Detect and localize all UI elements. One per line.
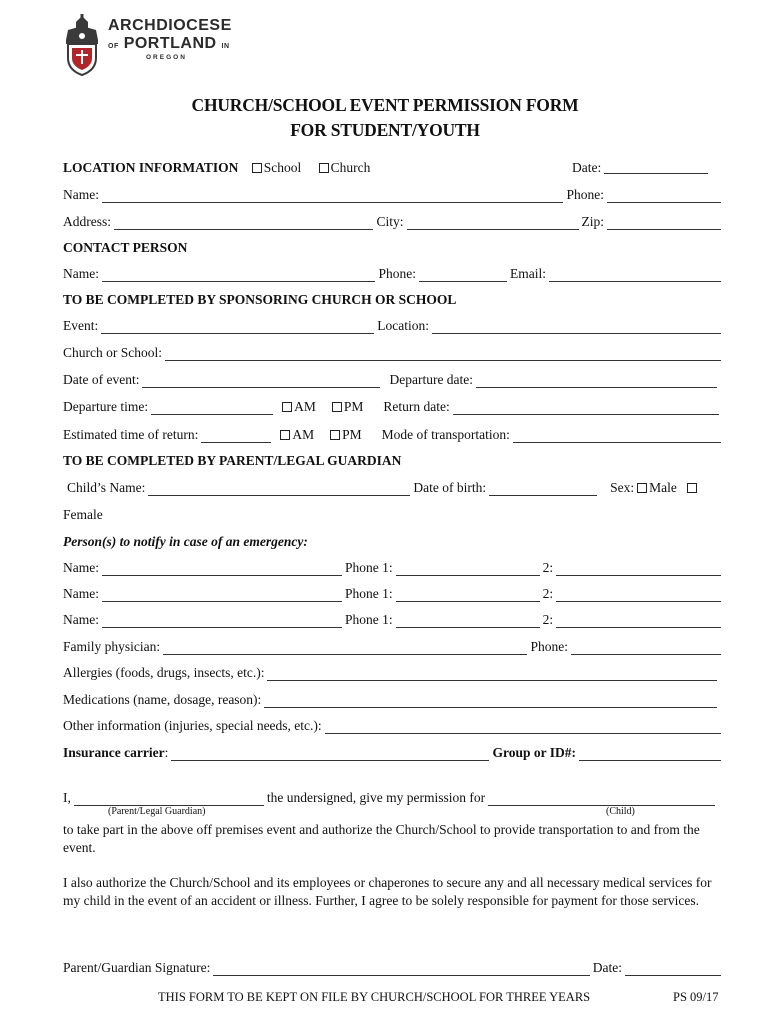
physician-row: Family physician: Phone:: [63, 639, 724, 655]
physician-phone-field[interactable]: [571, 642, 721, 655]
emergency-contact-row-3: Name: Phone 1: 2:: [63, 612, 724, 628]
child-consent-name-field[interactable]: [488, 793, 715, 806]
consent-row: I, the undersigned, give my permission for: [63, 790, 718, 806]
transportation-field[interactable]: [513, 430, 721, 443]
child-name-field[interactable]: [148, 483, 410, 496]
emergency-phone2-field[interactable]: [556, 563, 721, 576]
contact-email-field[interactable]: [549, 269, 721, 282]
emergency-phone1-field[interactable]: [396, 563, 540, 576]
contact-name-field[interactable]: [102, 269, 375, 282]
emergency-phone2-field[interactable]: [556, 589, 721, 602]
location-heading: LOCATION INFORMATION: [63, 160, 239, 175]
logo-portland: OF PORTLAND IN: [108, 35, 230, 52]
emergency-name-field[interactable]: [102, 589, 342, 602]
return-am-checkbox[interactable]: AM: [280, 427, 314, 443]
emergency-contact-row-2: Name: Phone 1: 2:: [63, 586, 724, 602]
event-field[interactable]: [101, 321, 374, 334]
location-name-field[interactable]: [102, 190, 563, 203]
other-info-row: Other information (injuries, special needs, etc.):: [63, 718, 724, 734]
signature-row: Parent/Guardian Signature: Date:: [63, 960, 724, 976]
logo-archdiocese: ARCHDIOCESE: [108, 17, 232, 34]
allergies-field[interactable]: [267, 668, 717, 681]
allergies-row: Allergies (foods, drugs, insects, etc.):: [63, 665, 720, 681]
parent-name-field[interactable]: [74, 793, 264, 806]
church-school-field[interactable]: [165, 348, 721, 361]
child-row: Child’s Name: Date of birth: Sex: Male: [67, 480, 724, 496]
address-field[interactable]: [114, 217, 373, 230]
zip-field[interactable]: [607, 217, 721, 230]
emergency-name-field[interactable]: [102, 563, 342, 576]
consent-paragraph-1: to take part in the above off premises event and authorize the Church/School to provide transportation to and from the event.: [63, 822, 700, 855]
insurance-field[interactable]: [171, 748, 489, 761]
dob-field[interactable]: [489, 483, 597, 496]
signature-field[interactable]: [213, 963, 589, 976]
location-heading-row: [63, 160, 370, 176]
consent-paragraph-2: I also authorize the Church/School and its employees or chaperones to secure any and all necessary medical services for my child in the event of an accident or illness. Further, I agree to be solely responsible for payment for those services.: [63, 875, 712, 908]
female-checkbox[interactable]: [687, 480, 699, 496]
location-name-row: Name: Phone:: [63, 187, 724, 203]
emergency-heading: Person(s) to notify in case of an emergency:: [63, 534, 308, 549]
location-date-field[interactable]: Date:: [572, 160, 711, 176]
emergency-name-field[interactable]: [102, 615, 342, 628]
departure-date-field[interactable]: [476, 375, 717, 388]
medications-row: Medications (name, dosage, reason):: [63, 692, 720, 708]
sponsor-heading: TO BE COMPLETED BY SPONSORING CHURCH OR SCHOOL: [63, 292, 457, 307]
emergency-phone1-field[interactable]: [396, 615, 540, 628]
date-of-event-field[interactable]: [142, 375, 380, 388]
emergency-phone2-field[interactable]: [556, 615, 721, 628]
other-info-field[interactable]: [325, 721, 721, 734]
physician-field[interactable]: [163, 642, 527, 655]
signature-date-field[interactable]: [625, 963, 721, 976]
contact-phone-field[interactable]: [419, 269, 507, 282]
child-caption: (Child): [606, 806, 635, 817]
location-address-row: Address: City: Zip:: [63, 214, 724, 230]
city-field[interactable]: [407, 217, 579, 230]
medications-field[interactable]: [264, 695, 717, 708]
form-code: PS 09/17: [673, 990, 719, 1004]
location-phone-field[interactable]: [607, 190, 721, 203]
return-time-field[interactable]: [201, 430, 271, 443]
footer-note: THIS FORM TO BE KEPT ON FILE BY CHURCH/SCHOOL FOR THREE YEARS: [158, 990, 591, 1004]
event-location-field[interactable]: [432, 321, 721, 334]
male-checkbox[interactable]: Male: [637, 480, 677, 496]
guardian-heading: TO BE COMPLETED BY PARENT/LEGAL GUARDIAN: [63, 453, 402, 468]
insurance-row: Insurance carrier : Group or ID#:: [63, 745, 724, 761]
school-checkbox[interactable]: School: [252, 160, 302, 175]
form-title-line1: CHURCH/SCHOOL EVENT PERMISSION FORM: [191, 95, 579, 115]
logo-oregon: OREGON: [146, 54, 187, 61]
departure-pm-checkbox[interactable]: PM: [332, 399, 364, 415]
church-school-row: Church or School:: [63, 345, 724, 361]
emergency-contact-row-1: Name: Phone 1: 2:: [63, 560, 724, 576]
return-time-row: Estimated time of return: AM PM Mode of transportation:: [63, 427, 724, 443]
church-shield-icon: [62, 14, 102, 76]
parent-caption: (Parent/Legal Guardian): [108, 806, 206, 817]
church-checkbox[interactable]: Church: [319, 160, 371, 175]
departure-am-checkbox[interactable]: AM: [282, 399, 316, 415]
departure-time-row: Departure time: AM PM Return date:: [63, 399, 722, 415]
group-id-field[interactable]: [579, 748, 721, 761]
departure-time-field[interactable]: [151, 402, 273, 415]
form-title-line2: FOR STUDENT/YOUTH: [290, 120, 480, 140]
return-pm-checkbox[interactable]: PM: [330, 427, 362, 443]
contact-heading: CONTACT PERSON: [63, 240, 188, 255]
return-date-field[interactable]: [453, 402, 719, 415]
female-label: Female: [63, 507, 103, 522]
emergency-phone1-field[interactable]: [396, 589, 540, 602]
archdiocese-logo: [62, 14, 242, 78]
contact-row: Name: Phone: Email:: [63, 266, 724, 282]
event-row: Event: Location:: [63, 318, 724, 334]
date-of-event-row: Date of event: Departure date:: [63, 372, 720, 388]
